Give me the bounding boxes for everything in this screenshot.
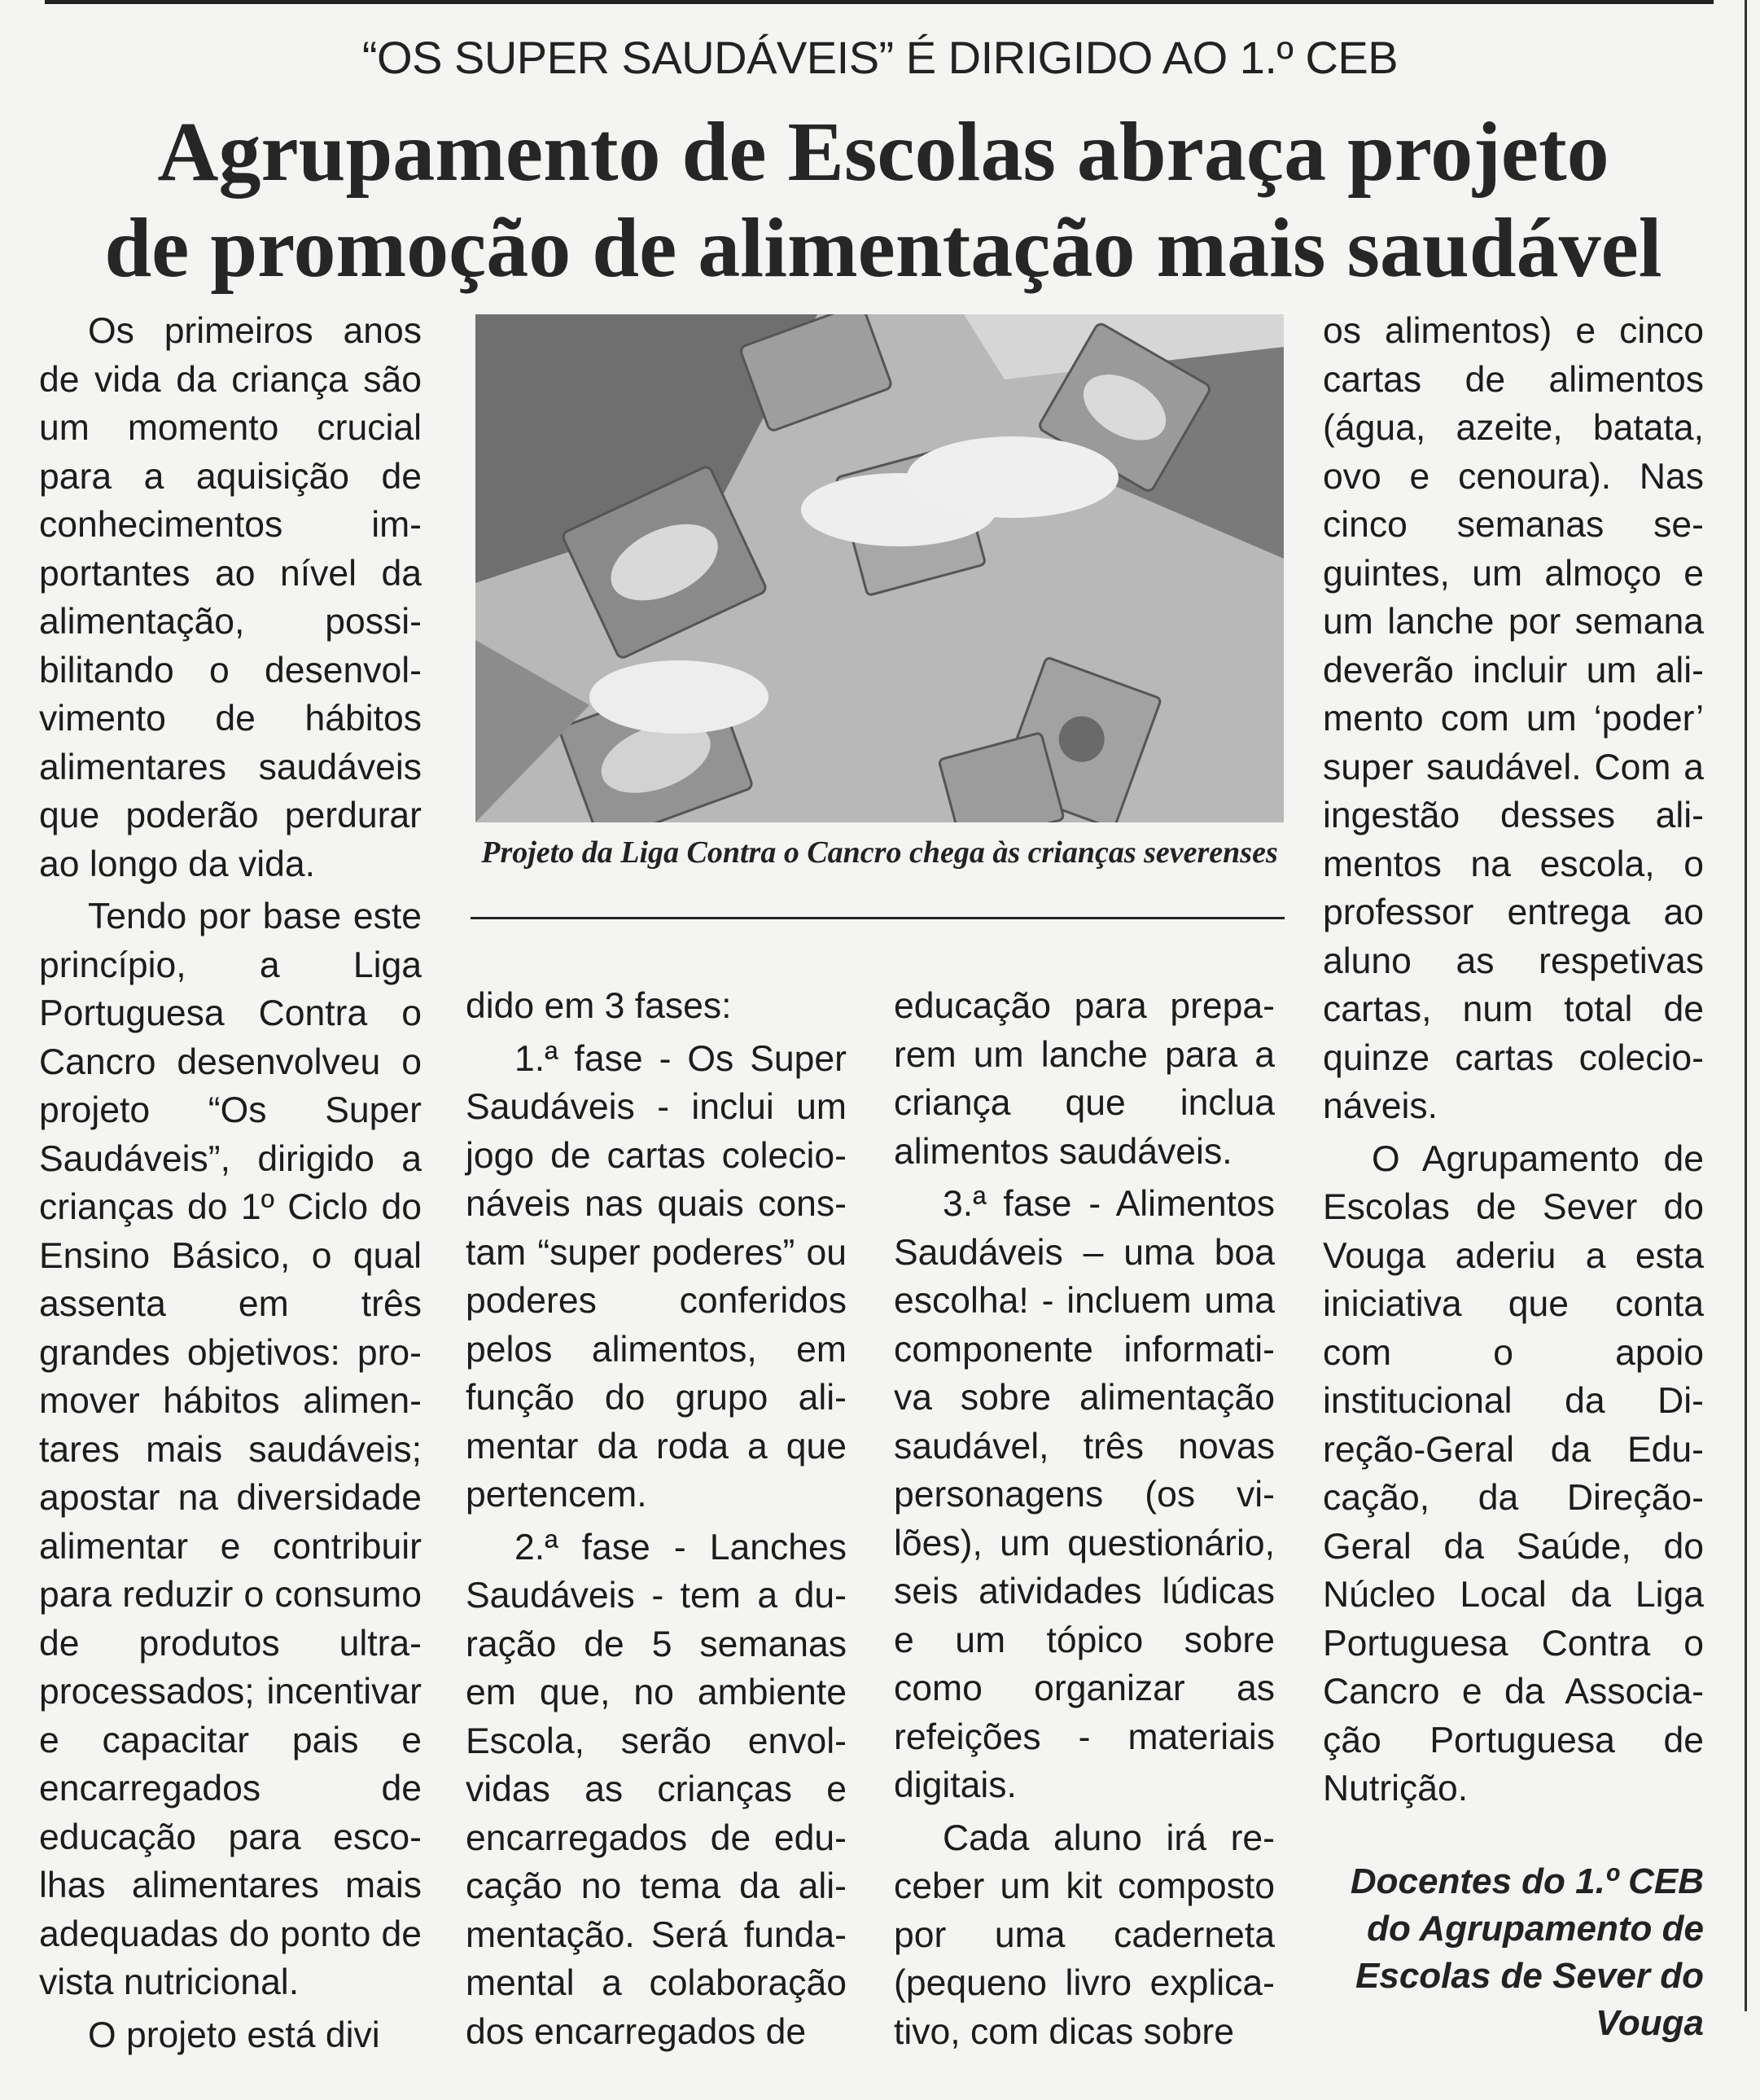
article-column-1 — [39, 307, 422, 2063]
paragraph: O projeto está divi — [88, 2015, 380, 2055]
paragraph: 1.ª fase - Os Super Saudáveis - inclui um jogo de cartas colecionáveis nas quais constam “super poderes” ou poderes conferidos pelos alimentos, em função do grupo alimentar da roda a que pertencem. — [466, 1038, 847, 1515]
headline-line-1: Agrupamento de Escolas abraça projeto — [157, 105, 1609, 199]
photo-caption: Projeto da Liga Contra o Cancro chega às crianças severenses — [481, 835, 1278, 870]
author-signature: Docentes do 1.º CEB do Agrupamento de Escolas de Sever do Vouga — [1350, 1861, 1704, 2043]
paragraph: Os primeiros anos de vida da criança são um momento crucial para a aquisição de conhecimentos importantes ao nível da alimentação, possibilitando o desenvolvimento de hábitos alimentares saudáveis que poderão perdurar ao longo da vida. — [39, 311, 422, 884]
article-column-2 — [466, 982, 847, 2060]
top-rule — [45, 0, 1714, 4]
paragraph: dido em 3 fases: — [466, 986, 732, 1026]
article-column-4 — [1323, 307, 1704, 1817]
photo-illustration — [475, 314, 1284, 822]
paragraph: 2.ª fase - Lanches Saudáveis - tem a duração de 5 semanas em que, no ambiente Escola, serão envolvidas as crianças e encarregados de educação no tema da alimentação. Será fundamental a colaboração dos encarregados de — [466, 1527, 847, 2052]
article-column-3 — [894, 982, 1275, 2060]
paragraph: educação para preparem um lanche para a criança que inclua alimentos saudáveis. — [894, 986, 1275, 1172]
headline-line-2: de promoção de alimentação mais saudável — [104, 201, 1662, 295]
paragraph: Tendo por base este princípio, a Liga Portuguesa Contra o Cancro desenvolveu o projeto “Os Super Saudáveis”, dirigido a crianças do 1º Ciclo do Ensino Básico, o qual assenta em três grandes objetivos: promover hábitos alimentares mais saudáveis; apostar na diversidade alimentar e contribuir para reduzir o consumo de produtos ultraprocessados; incentivar e capacitar pais e encarregados de educação para escolhas alimentares mais adequadas do ponto de vista nutricional. — [39, 897, 422, 2002]
paragraph: os alimentos) e cinco cartas de alimentos (água, azeite, batata, ovo e cenoura). Nas cinco semanas seguintes, um almoço e um lanche por semana deverão incluir um alimento com um ‘poder’ super saudável. Com a ingestão desses alimentos na escola, o professor entrega ao aluno as respetivas cartas, num total de quinze cartas colecionáveis. — [1323, 311, 1704, 1126]
kicker: “OS SUPER SAUDÁVEIS” É DIRIGIDO AO 1.º CEB — [361, 32, 1399, 83]
article-photo — [475, 314, 1284, 822]
paragraph: 3.ª fase - Alimentos Saudáveis – uma boa escolha! - incluem uma componente informativa sobre alimentação saudável, três novas personagens (os vilões), um questionário, seis atividades lúdicas e um tópico sobre como organizar as refeições - materiais digitais. — [894, 1184, 1275, 1805]
headline — [33, 104, 1734, 296]
right-column-rule — [1745, 0, 1747, 2011]
paragraph: Cada aluno irá receber um kit composto por uma caderneta (pequeno livro explicativo, com dicas sobre — [894, 1817, 1275, 2052]
photo-hand-3 — [589, 660, 768, 734]
caption-rule — [471, 917, 1285, 919]
photo-hand-2 — [907, 436, 1119, 518]
paragraph: O Agrupamento de Escolas de Sever do Vouga aderiu a esta iniciativa que conta com o apoio institucional da Direção-Geral da Educação, da Direção-Geral da Saúde, do Núcleo Local da Liga Portuguesa Contra o Cancro e da Associação Portuguesa de Nutrição. — [1323, 1138, 1704, 1808]
